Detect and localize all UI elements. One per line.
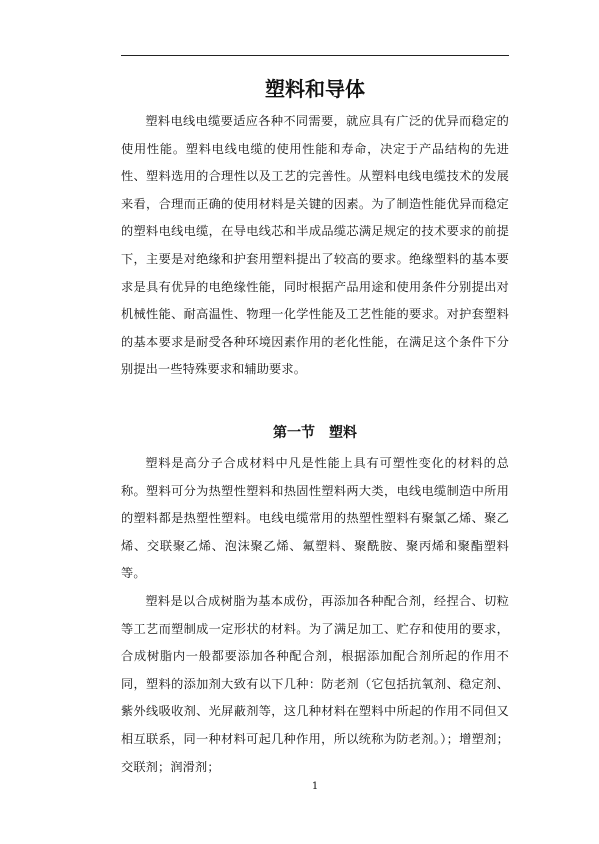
section-heading: 第一节 塑料 bbox=[273, 425, 357, 441]
header-rule bbox=[121, 55, 509, 56]
intro-paragraph: 塑料电线电缆要适应各种不同需要，就应具有广泛的优异而稳定的使用性能。塑料电线电缆的使用性能和寿命，决定于产品结构的先进性、塑料选用的合理性以及工艺的完善性。从塑料电线电缆技术的发展来看，合理而正确的使用材料是关键的因素。为了制造性能优异而稳定的塑料电线电缆，在导电线芯和半成品缆芯满足规定的技术要求的前提下，主要是对绝缘和护套用塑料提出了较高的要求。绝缘塑料的基本要求是具有优异的电绝缘性能，同时根据产品用途和使用条件分别提出对机械性能、耐高温性、物理一化学性能及工艺性能的要求。对护套塑料的基本要求是耐受各种环境因素作用的老化性能，在满足这个条件下分别提出一些特殊要求和辅助要求。 bbox=[121, 114, 509, 377]
section-paragraph-2: 塑料是以合成树脂为基本成份，再添加各种配合剂，经捏合、切粒等工艺而塑制成一定形状的材料。为了满足加工、贮存和使用的要求，合成树脂内一般都要添加各种配合剂，根据添加配合剂所起的作用不同，塑料的添加剂大致有以下几种：防老剂（它包括抗氧剂、稳定剂、紫外线吸收剂、光屏蔽剂等，这几种材料在塑料中所起的作用不同但又相互联系，同一种材料可起几种作用，所以统称为防老剂。）；增塑剂；交联剂；润滑剂； bbox=[121, 593, 509, 774]
page-title: 塑料和导体 bbox=[265, 77, 365, 101]
intro-block bbox=[121, 108, 509, 384]
section-body bbox=[121, 450, 509, 781]
section-paragraph-1: 塑料是高分子合成材料中凡是性能上具有可塑性变化的材料的总称。塑料可分为热塑性塑料和热固性塑料两大类，电线电缆制造中所用的塑料都是热塑性塑料。电线电缆常用的热塑性塑料有聚氯乙烯、聚乙烯、交联聚乙烯、泡沫聚乙烯、氟塑料、聚酰胺、聚丙烯和聚酯塑料等。 bbox=[121, 456, 509, 581]
page-number: 1 bbox=[311, 781, 319, 792]
